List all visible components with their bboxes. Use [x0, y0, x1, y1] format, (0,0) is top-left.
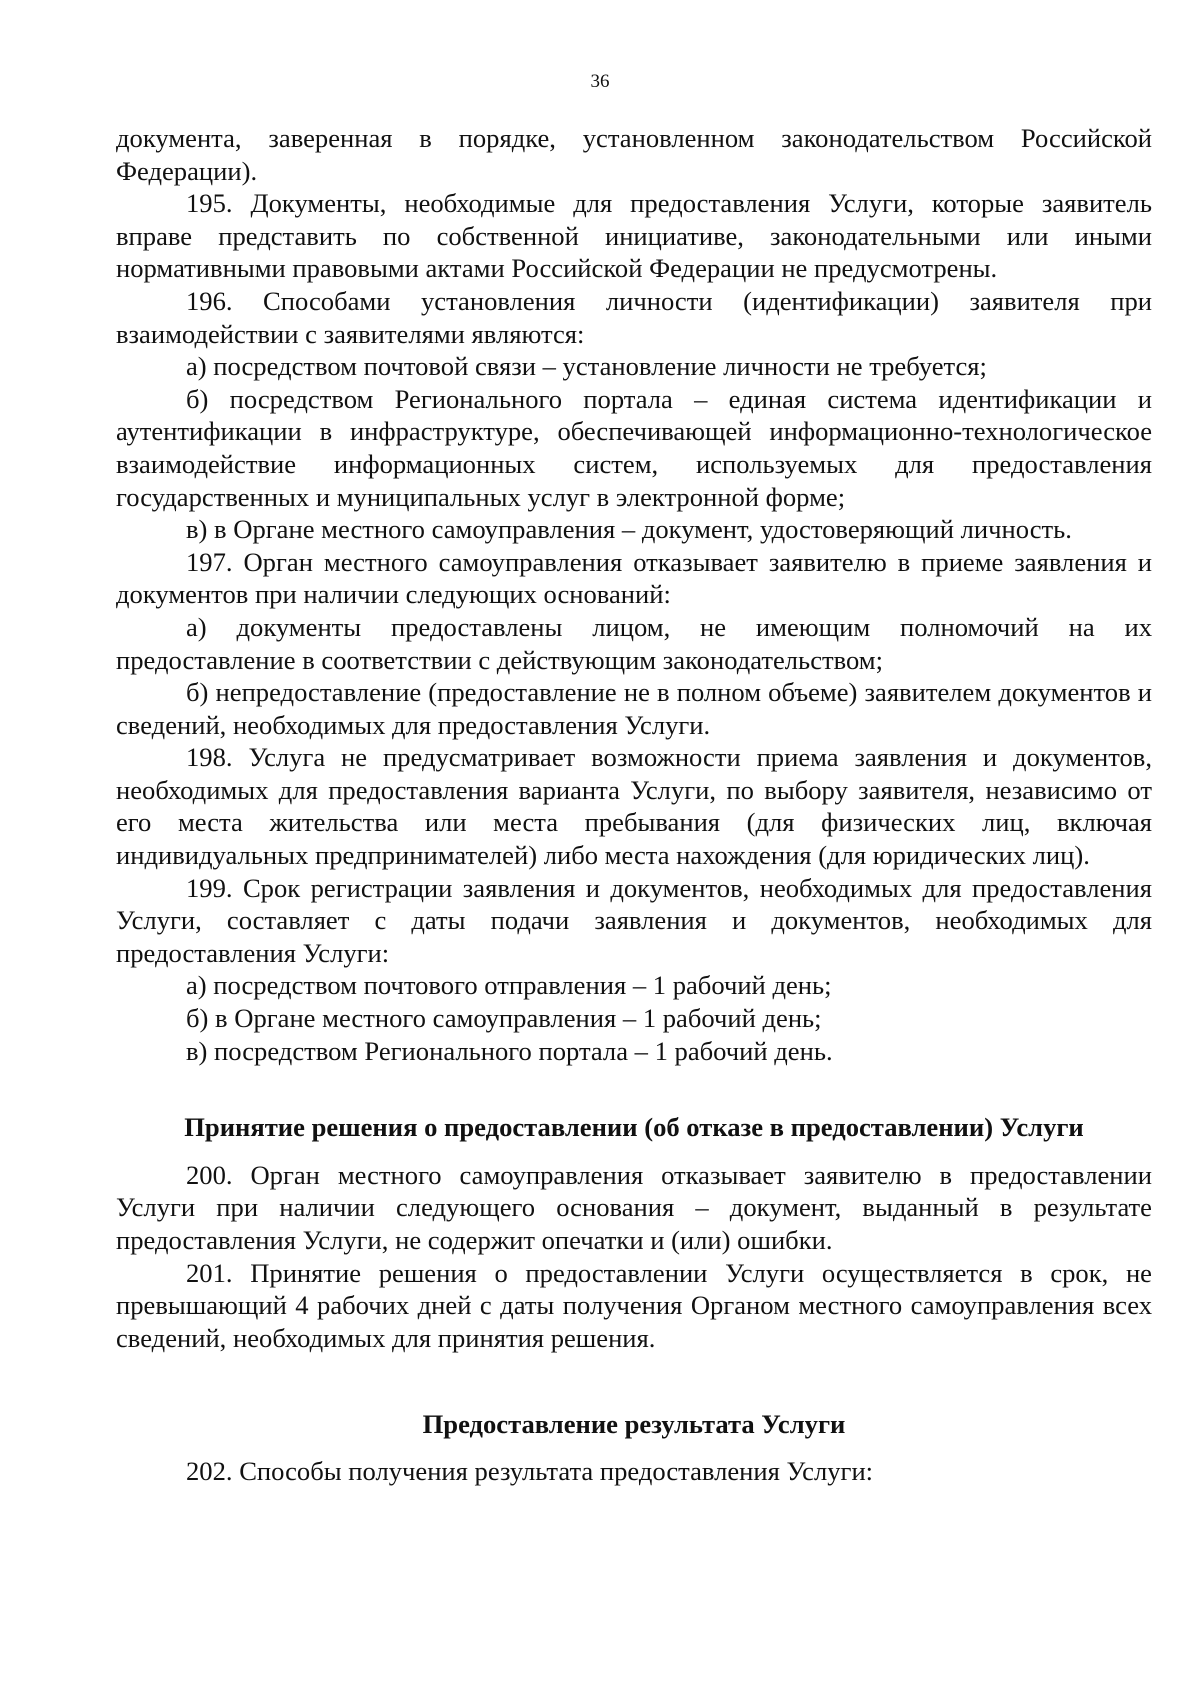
paragraph-198: 198. Услуга не предусматривает возможности приема заявления и документов, необходимых для предоставления варианта Услуги, по выбору заявителя, независимо от его места жительства или места пребывания (для физических лиц, включая индивидуальных предпринимателей) либо места нахождения (для юридических лиц).: [116, 742, 1152, 871]
paragraph-199-a: а) посредством почтового отправления – 1 рабочий день;: [186, 970, 832, 1001]
paragraph-200: 200. Орган местного самоуправления отказывает заявителю в предоставлении Услуги при наличии следующего основания – документ, выданный в результате предоставления Услуги, не содержит опечатки и (или) ошибки.: [116, 1159, 1152, 1255]
section-heading-result: Предоставление результата Услуги: [422, 1409, 846, 1440]
paragraph-197: 197. Орган местного самоуправления отказывает заявителю в приеме заявления и документов при наличии следующих оснований:: [116, 546, 1152, 610]
paragraph-196: 196. Способами установления личности (идентификации) заявителя при взаимодействии с заявителями являются:: [116, 285, 1152, 349]
paragraph-197-b: б) непредоставление (предоставление не в полном объеме) заявителем документов и сведений, необходимых для предоставления Услуги.: [116, 677, 1152, 740]
paragraph-196-a: а) посредством почтовой связи – установление личности не требуется;: [186, 351, 987, 382]
paragraph-199-v: в) посредством Регионального портала – 1 рабочий день.: [186, 1035, 833, 1066]
paragraph-196-b: б) посредством Регионального портала – единая система идентификации и аутентификации в инфраструктуре, обеспечивающей информационно-технологическое взаимодействие информационных систем, используемых для предоставления государственных и муниципальных услуг в электронной форме;: [116, 383, 1152, 512]
paragraph-197-a: а) документы предоставлены лицом, не имеющим полномочий на их предоставление в соответствии с действующим законодательством;: [116, 611, 1152, 675]
paragraph-195: 195. Документы, необходимые для предоставления Услуги, которые заявитель вправе представить по собственной инициативе, законодательными или иными нормативными правовыми актами Российской Федерации не предусмотрены.: [116, 188, 1152, 284]
section-heading-decision: Принятие решения о предоставлении (об отказе в предоставлении) Услуги: [184, 1112, 1084, 1143]
paragraph-199-b: б) в Органе местного самоуправления – 1 рабочий день;: [186, 1003, 822, 1034]
paragraph-202: 202. Способы получения результата предоставления Услуги:: [186, 1455, 874, 1486]
paragraph-199: 199. Срок регистрации заявления и документов, необходимых для предоставления Услуги, составляет с даты подачи заявления и документов, необходимых для предоставления Услуги:: [116, 872, 1152, 968]
page-number: 36: [590, 71, 610, 92]
page-content: [116, 122, 1152, 1488]
paragraph-196-v: в) в Органе местного самоуправления – документ, удостоверяющий личность.: [186, 514, 1072, 545]
paragraph-201: 201. Принятие решения о предоставлении Услуги осуществляется в срок, не превышающий 4 рабочих дней с даты получения Органом местного самоуправления всех сведений, необходимых для принятия решения.: [116, 1257, 1152, 1353]
paragraph-continuation: документа, заверенная в порядке, установленном законодательством Российской Федерации).: [116, 123, 1152, 186]
